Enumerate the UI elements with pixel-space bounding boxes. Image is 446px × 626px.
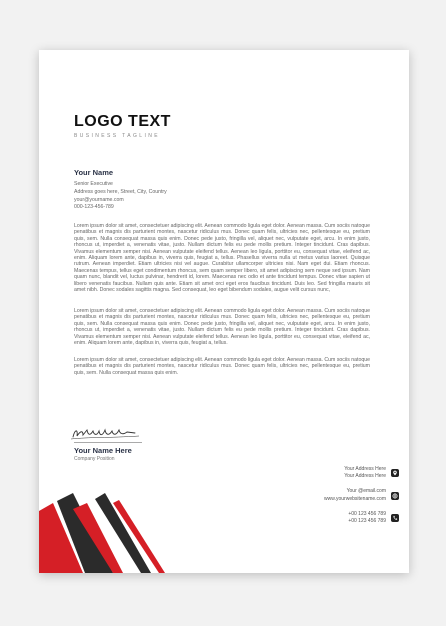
footer-phone-row <box>279 511 399 525</box>
sender-email: your@yourname.com <box>74 196 124 203</box>
footer-email: Your @email.com <box>346 488 386 495</box>
body-paragraph-2: Lorem ipsum dolor sit amet, consectetuer adipiscing elit. Aenean commodo ligula eget dolor. Aenean massa. Cum sociis natoque penatibus et magnis dis parturient montes, nascetur ridiculus mus. Donec quam felis, ultricies nec, pellentesque eu, pretium quis, sem. Nulla consequat massa quis enim. Donec pede justo, fringilla vel, aliquet nec, vulputate eget, arcu. In enim justo, rhoncus ut, imperdiet a, venenatis vitae, justo. Nullam dictum felis eu pede mollis pretium. Integer tincidunt. Cras dapibus. Vivamus elementum semper nisi. Aenean vulputate eleifend tellus. Aenean leo ligula, porttitor eu, consequat vitae, eleifend ac, enim. Aliquam lorem ante, dapibus in, viverra quis, feugiat a, tellus. <box>74 308 370 347</box>
sender-contact-block <box>74 168 167 212</box>
logo <box>74 114 171 139</box>
sender-name: Your Name <box>74 168 114 177</box>
footer-phone: +00 123 456 789 <box>348 510 386 517</box>
footer-web-row <box>279 488 399 502</box>
signatory-name: Your Name Here <box>74 446 132 455</box>
body-paragraph-3: Lorem ipsum dolor sit amet, consectetuer adipiscing elit. Aenean commodo ligula eget dolor. Aenean massa. Cum sociis natoque penatibus et magnis dis parturient montes, nascetur ridiculus mus. Donec quam felis, ultricies nec, pellentesque eu, pretium quis, sem. Nulla consequat massa quis enim. <box>74 357 370 376</box>
business-tagline: BUSINESS TAGLINE <box>74 133 161 139</box>
sender-phone: 000-123-456-789 <box>74 204 114 211</box>
corner-decoration <box>39 493 179 573</box>
footer-address-line: Your Address Here <box>344 466 386 472</box>
footer-phone: +00 123 456 789 <box>348 518 386 525</box>
footer-website: www.yourwebsitename.com <box>324 495 386 502</box>
logo-text: LOGO TEXT <box>74 113 171 130</box>
sender-address: Address goes here, Street, City, Country <box>74 188 167 195</box>
footer-address-row <box>279 466 399 480</box>
globe-icon <box>391 492 399 500</box>
location-icon <box>391 469 399 477</box>
body-paragraph-1: Lorem ipsum dolor sit amet, consectetuer adipiscing elit. Aenean commodo ligula eget dolor. Aenean massa. Cum sociis natoque penatibus et magnis dis parturient montes, nascetur ridiculus mus. Donec quam felis, ultricies nec, pellentesque eu, pretium quis, sem. Nulla consequat massa quis enim. Donec pede justo, fringilla vel, aliquet nec, vulputate eget, arcu. In enim justo, rhoncus ut, imperdiet a, venenatis vitae, justo. Nullam dictum felis eu pede mollis pretium. Integer tincidunt. Cras dapibus. Vivamus elementum semper nisi. Aenean vulputate eleifend tellus. Aenean leo ligula, porttitor eu, consequat vitae, eleifend ac, enim. Aliquam lorem ante, dapibus in, viverra quis, feugiat a, tellus. Phasellus viverra nulla ut metus varius laoreet. Quisque rutrum. Aenean imperdiet. Etiam ultricies nisi vel augue. Curabitur ullamcorper ultricies nisi. Nam eget dui. Etiam rhoncus. Maecenas tempus, tellus eget condimentum rhoncus, sem quam semper libero, sit amet adipiscing sem neque sed ipsum. Nam quam nunc, blandit vel, luctus pulvinar, hendrerit id, lorem. Maecenas nec odio et ante tincidunt tempus. Donec vitae sapien ut libero venenatis faucibus. Nullam quis ante. Etiam sit amet orci eget eros faucibus tincidunt. Duis leo. Sed fringilla mauris sit amet nibh. Donec sodales sagittis magna. Sed consequat, leo eget bibendum sodales, augue velit cursus nunc, <box>74 223 370 294</box>
phone-icon <box>391 514 399 522</box>
signatory-position: Company Position <box>74 456 115 462</box>
footer-contacts <box>279 466 399 533</box>
sender-title: Senior Executive <box>74 181 113 187</box>
footer-address-line: Your Address Here <box>344 473 386 480</box>
signature-scribble <box>69 426 141 442</box>
letterhead-page <box>39 50 409 573</box>
signature-line <box>74 442 142 443</box>
